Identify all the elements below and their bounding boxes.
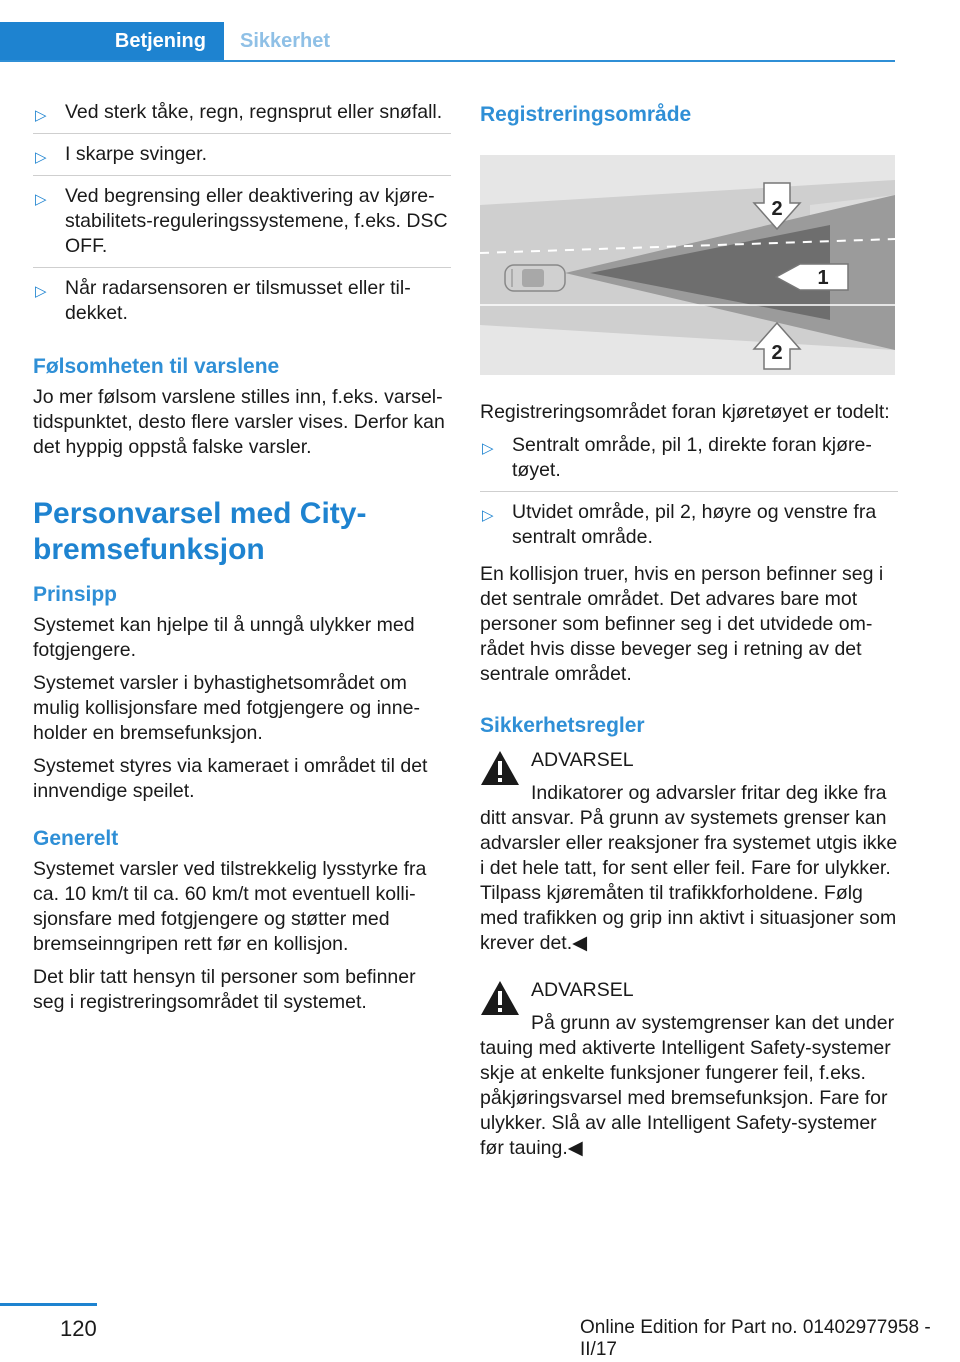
page-header xyxy=(0,0,960,64)
principle-heading: Prinsipp xyxy=(33,583,118,606)
list-item-text: Ved begrensing eller deaktivering av kjørestabilitets-reguleringssystemene, f.eks. DSC OFF. xyxy=(65,185,448,257)
list-item xyxy=(33,276,451,334)
sensitivity-heading: Følsomheten til varslene xyxy=(33,355,280,378)
page-number: 120 xyxy=(60,1316,97,1341)
sensitivity-text: Jo mer følsom varslene stilles inn, f.eks. varseltidspunktet, desto flere varsler vises. Derfor kan det hyppig oppstå falske varsler. xyxy=(33,386,445,458)
header-divider xyxy=(0,60,895,62)
safety-heading: Sikkerhetsregler xyxy=(480,714,645,737)
list-item xyxy=(33,184,451,268)
svg-text:1: 1 xyxy=(817,267,829,289)
warning-box-1 xyxy=(480,748,898,956)
principle-paragraph-3: Systemet styres via kameraet i området til det innvendige speilet. xyxy=(33,755,428,802)
principle-paragraph-1: Systemet kan hjelpe til å unngå ulykker med fotgjengere. xyxy=(33,614,415,661)
detection-area-diagram xyxy=(480,155,895,375)
warning-title: ADVARSEL xyxy=(531,979,634,1001)
triangle-bullet-icon: ▷ xyxy=(35,149,47,166)
conditions-list xyxy=(33,100,451,334)
list-item xyxy=(480,500,898,558)
triangle-bullet-icon: ▷ xyxy=(482,440,494,457)
triangle-bullet-icon: ▷ xyxy=(35,107,47,124)
warning-text: Indikatorer og advarsler fritar deg ikke fra ditt ansvar. På grunn av systemets grenser kan advarsler eller reaksjoner fra systemet utgis ikke i det hele tatt, for sent eller feil. Fare for ulykker. Tilpass kjøremåten til trafikkforholdene. Følg med trafikken og grip inn aktivt i situasjoner som krever det.◀ xyxy=(480,782,898,954)
detection-list xyxy=(480,433,898,558)
left-column xyxy=(33,100,451,1023)
warning-triangle-icon xyxy=(480,980,520,1016)
detection-intro: Registreringsområdet foran kjøretøyet er todelt: xyxy=(480,401,890,423)
detection-heading: Registreringsområde xyxy=(480,103,692,126)
tab-betjening[interactable]: Betjening xyxy=(0,22,224,60)
footer-divider xyxy=(0,1303,97,1306)
svg-text:2: 2 xyxy=(771,198,783,220)
list-item-text: I skarpe svinger. xyxy=(65,143,207,165)
list-item-text: Når radarsensoren er tilsmusset eller tildekket. xyxy=(65,277,411,324)
list-item-text: Sentralt område, pil 1, direkte foran kjøretøyet. xyxy=(512,434,872,481)
svg-text:2: 2 xyxy=(771,342,783,364)
detection-text: En kollisjon truer, hvis en person befinner seg i det sentrale området. Det advares bare mot personer som befinner seg i det utvidede området hvis disse beveger seg i retning av det sentrale området. xyxy=(480,563,884,685)
list-item xyxy=(33,100,451,134)
triangle-bullet-icon: ▷ xyxy=(482,507,494,524)
car-icon xyxy=(505,265,565,291)
list-item-text: Utvidet område, pil 2, høyre og venstre fra sentralt område. xyxy=(512,501,877,548)
triangle-bullet-icon: ▷ xyxy=(35,283,47,300)
general-heading: Generelt xyxy=(33,827,119,850)
list-item-text: Ved sterk tåke, regn, regnsprut eller snøfall. xyxy=(65,101,443,123)
general-paragraph-2: Det blir tatt hensyn til personer som befinner seg i registreringsområdet til systemet. xyxy=(33,966,416,1013)
warning-title: ADVARSEL xyxy=(531,749,634,771)
principle-paragraph-2: Systemet varsler i byhastighetsområdet om mulig kollisjonsfare med fotgjengere og inneholder en bremsefunksjon. xyxy=(33,672,420,744)
right-column xyxy=(480,100,898,1161)
warning-text: På grunn av systemgrenser kan det under tauing med aktiverte Intelligent Safety-systemer skje at enkelte funksjoner fungerer feil, f.eks. påkjøringsvarsel med bremsefunksjon. Fare for ulykker. Slå av alle Intelligent Safety-systemer før tauing.◀ xyxy=(480,1012,895,1159)
warning-box-2 xyxy=(480,978,898,1161)
triangle-bullet-icon: ▷ xyxy=(35,191,47,208)
warning-triangle-icon xyxy=(480,750,520,786)
tab-sikkerhet[interactable]: Sikkerhet xyxy=(240,29,331,52)
general-paragraph-1: Systemet varsler ved tilstrekkelig lysstyrke fra ca. 10 km/t til ca. 60 km/t mot eventuell kollisjonsfare med fotgjengere og støtter med bremseinngripen rett før en kollisjon. xyxy=(33,858,427,955)
list-item xyxy=(33,142,451,176)
section-heading: Personvarsel med City-bremsefunksjon xyxy=(33,497,367,566)
edition-text: Online Edition for Part no. 01402977958 - II/17 xyxy=(580,1317,931,1360)
list-item xyxy=(480,433,898,492)
